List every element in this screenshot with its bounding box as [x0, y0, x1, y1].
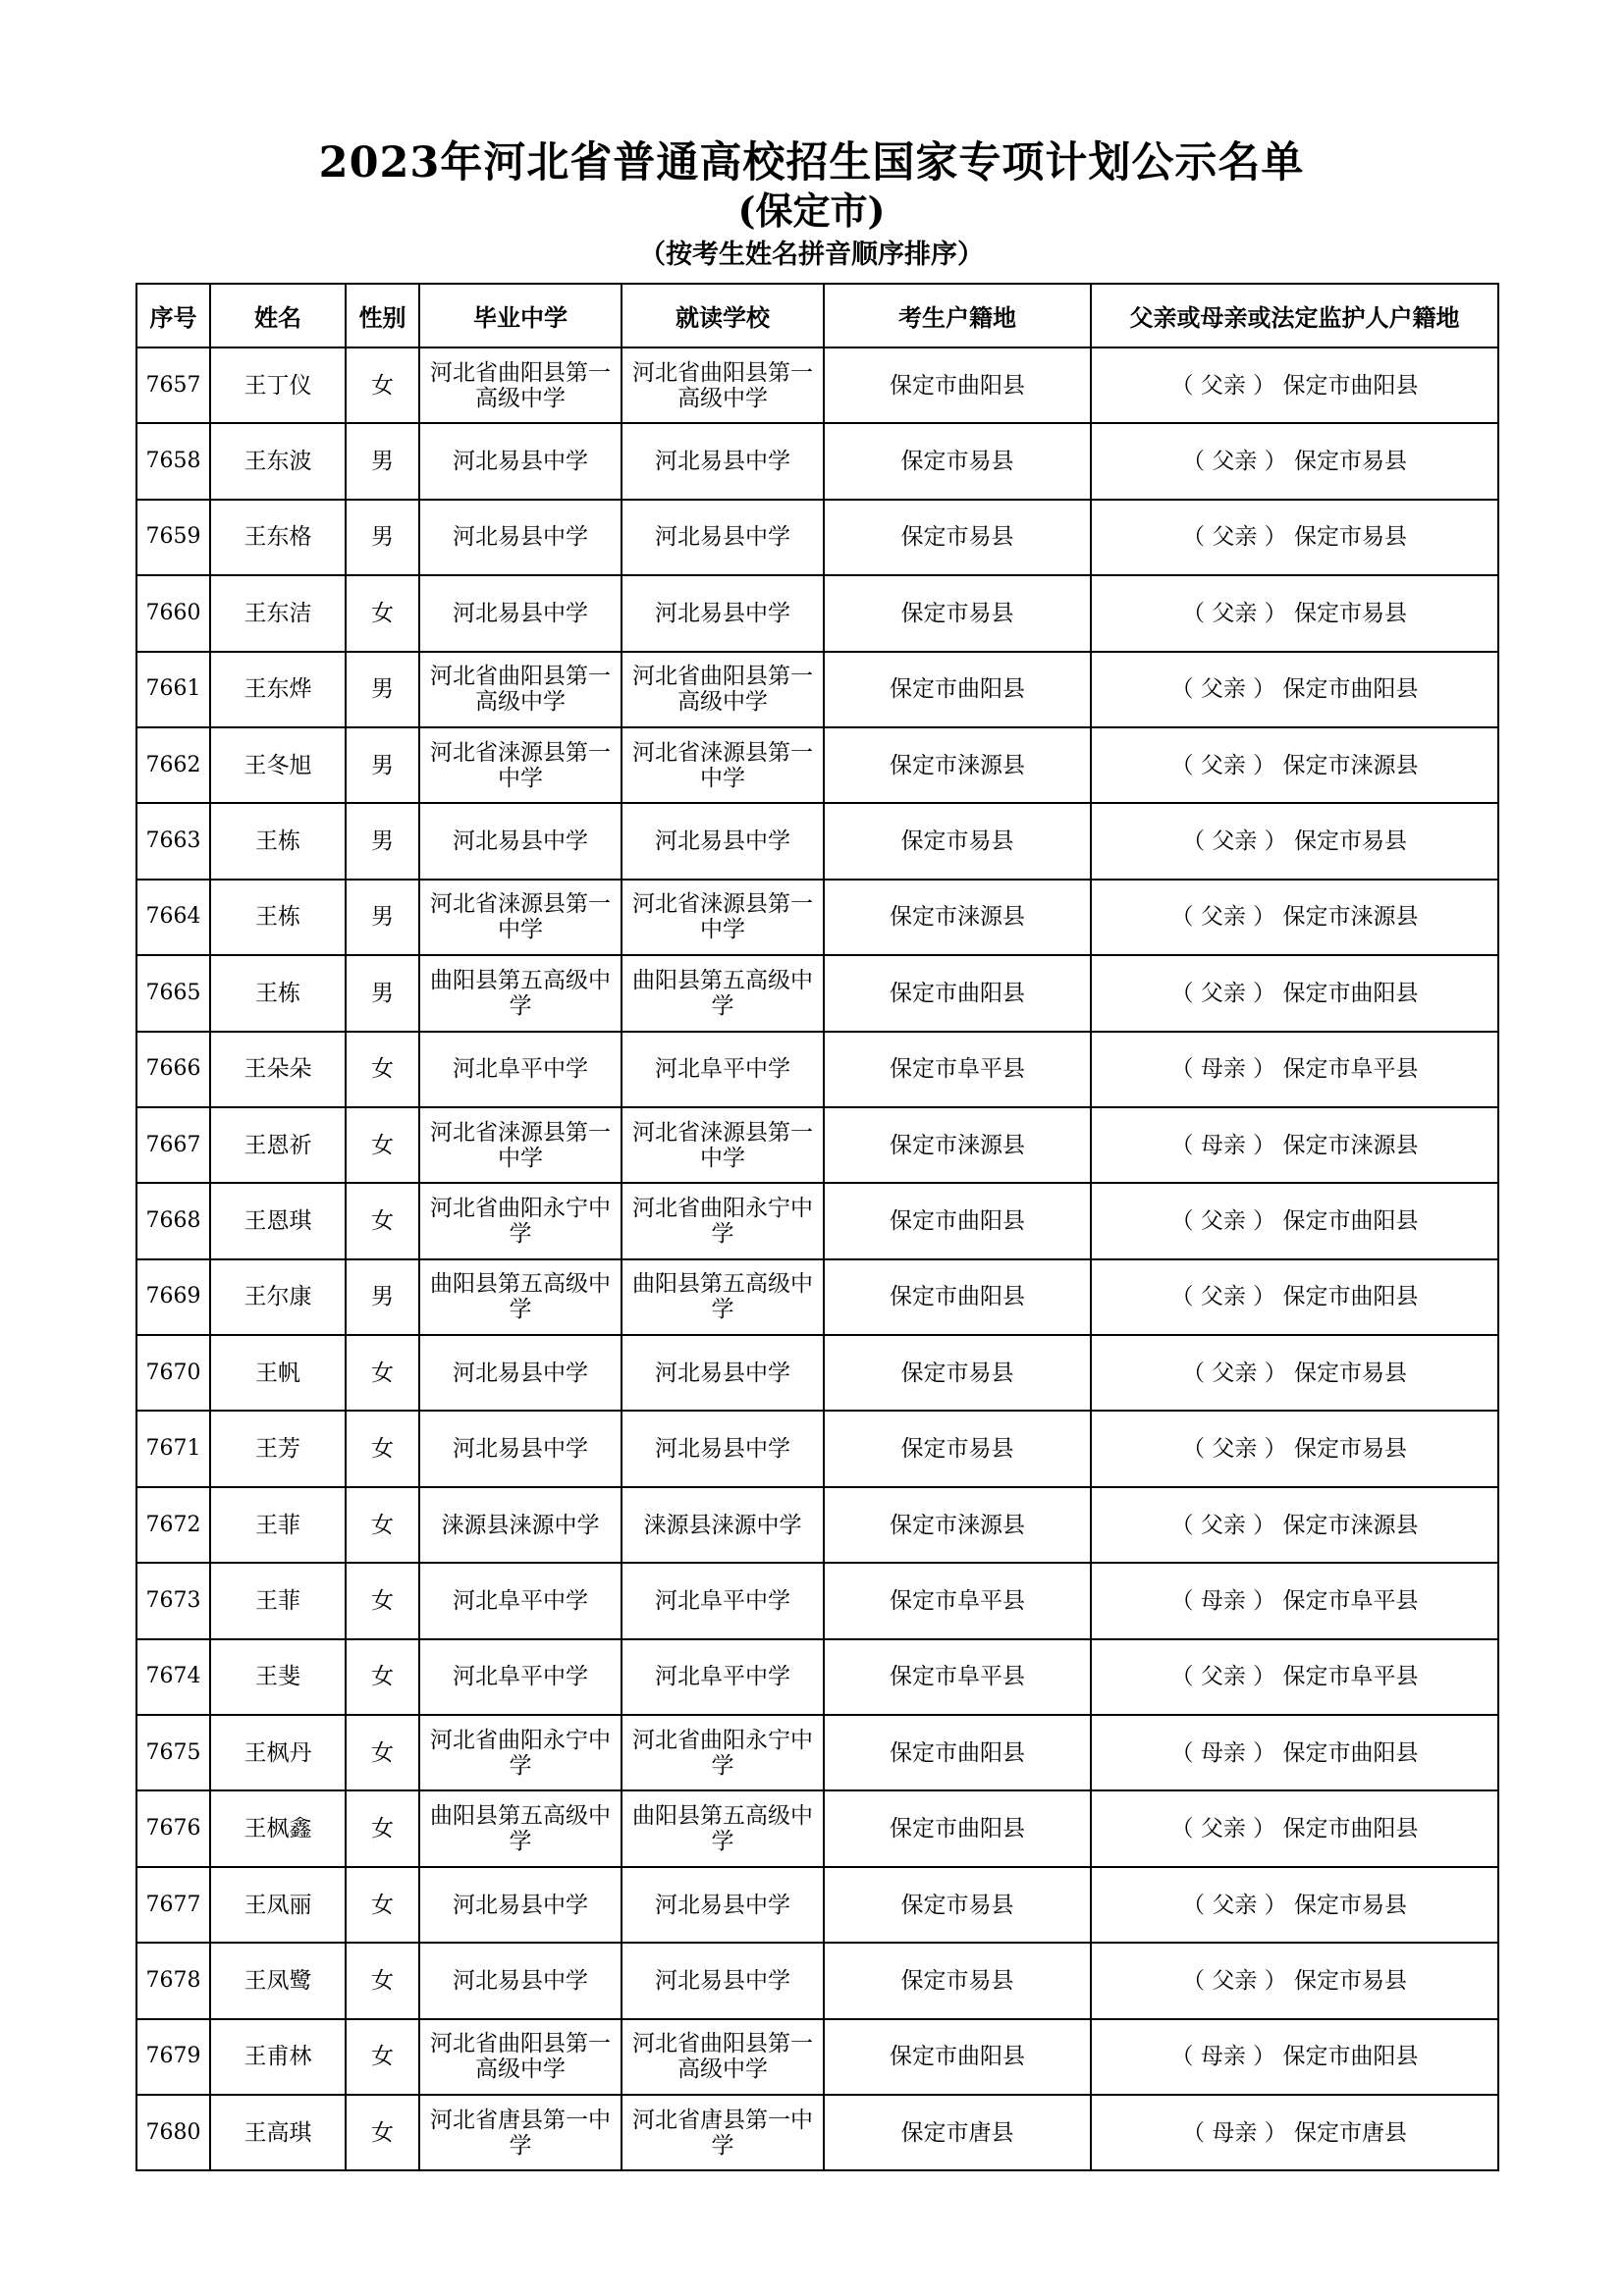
- cell-gender: 女: [346, 1790, 419, 1866]
- cell-grad-school: 河北省涞源县第一中学: [419, 880, 622, 955]
- cell-seq: 7667: [136, 1107, 210, 1183]
- cell-name: 王栋: [210, 803, 346, 879]
- cell-gender: 男: [346, 1259, 419, 1335]
- cell-name: 王栋: [210, 880, 346, 955]
- cell-guardian-residence: （ 父亲 ） 保定市易县: [1091, 1867, 1498, 1943]
- cell-residence: 保定市易县: [824, 803, 1091, 879]
- cell-seq: 7668: [136, 1183, 210, 1258]
- cell-residence: 保定市涞源县: [824, 880, 1091, 955]
- cell-gender: 女: [346, 1867, 419, 1943]
- cell-guardian-residence: （ 父亲 ） 保定市易县: [1091, 803, 1498, 879]
- cell-current-school: 涞源县涞源中学: [622, 1487, 824, 1563]
- cell-guardian-residence: （ 父亲 ） 保定市易县: [1091, 1411, 1498, 1486]
- cell-guardian-residence: （ 母亲 ） 保定市唐县: [1091, 2095, 1498, 2170]
- table-row: [136, 652, 1498, 727]
- cell-grad-school: 河北省涞源县第一中学: [419, 727, 622, 803]
- cell-residence: 保定市曲阳县: [824, 2019, 1091, 2095]
- cell-current-school: 河北易县中学: [622, 575, 824, 651]
- cell-grad-school: 曲阳县第五高级中学: [419, 955, 622, 1031]
- cell-gender: 男: [346, 423, 419, 499]
- sort-note: （按考生姓名拼音顺序排序）: [639, 240, 984, 270]
- cell-seq: 7675: [136, 1715, 210, 1790]
- cell-gender: 女: [346, 1943, 419, 2018]
- table-row: [136, 1563, 1498, 1638]
- student-list-table: [135, 283, 1499, 2171]
- cell-guardian-residence: （ 父亲 ） 保定市曲阳县: [1091, 955, 1498, 1031]
- table-row: [136, 1943, 1498, 2018]
- cell-grad-school: 河北易县中学: [419, 803, 622, 879]
- table-row: [136, 1867, 1498, 1943]
- cell-name: 王帆: [210, 1335, 346, 1411]
- table-row: [136, 880, 1498, 955]
- cell-current-school: 河北省曲阳县第一高级中学: [622, 652, 824, 727]
- cell-residence: 保定市曲阳县: [824, 1183, 1091, 1258]
- table-row: [136, 1259, 1498, 1335]
- cell-seq: 7666: [136, 1032, 210, 1107]
- cell-seq: 7662: [136, 727, 210, 803]
- cell-gender: 女: [346, 2019, 419, 2095]
- cell-seq: 7665: [136, 955, 210, 1031]
- cell-grad-school: 河北易县中学: [419, 575, 622, 651]
- cell-residence: 保定市易县: [824, 423, 1091, 499]
- cell-current-school: 河北阜平中学: [622, 1032, 824, 1107]
- cell-residence: 保定市曲阳县: [824, 1715, 1091, 1790]
- cell-guardian-residence: （ 父亲 ） 保定市曲阳县: [1091, 1183, 1498, 1258]
- cell-current-school: 河北省曲阳县第一高级中学: [622, 2019, 824, 2095]
- cell-name: 王东波: [210, 423, 346, 499]
- cell-seq: 7664: [136, 880, 210, 955]
- cell-name: 王高琪: [210, 2095, 346, 2170]
- cell-grad-school: 河北阜平中学: [419, 1032, 622, 1107]
- cell-residence: 保定市曲阳县: [824, 1259, 1091, 1335]
- table-row: [136, 955, 1498, 1031]
- cell-grad-school: 曲阳县第五高级中学: [419, 1790, 622, 1866]
- cell-residence: 保定市易县: [824, 1335, 1091, 1411]
- cell-gender: 女: [346, 1335, 419, 1411]
- cell-name: 王菲: [210, 1487, 346, 1563]
- cell-grad-school: 涞源县涞源中学: [419, 1487, 622, 1563]
- table-row: [136, 1032, 1498, 1107]
- table-body: [136, 347, 1498, 2170]
- cell-seq: 7670: [136, 1335, 210, 1411]
- cell-current-school: 河北易县中学: [622, 803, 824, 879]
- column-header: 就读学校: [622, 284, 824, 347]
- column-header: 考生户籍地: [824, 284, 1091, 347]
- column-header: 性别: [346, 284, 419, 347]
- cell-current-school: 河北易县中学: [622, 1867, 824, 1943]
- cell-gender: 女: [346, 1183, 419, 1258]
- cell-grad-school: 河北省涞源县第一中学: [419, 1107, 622, 1183]
- cell-name: 王枫丹: [210, 1715, 346, 1790]
- table-row: [136, 347, 1498, 423]
- cell-guardian-residence: （ 母亲 ） 保定市阜平县: [1091, 1563, 1498, 1638]
- cell-name: 王菲: [210, 1563, 346, 1638]
- cell-gender: 女: [346, 347, 419, 423]
- cell-seq: 7659: [136, 500, 210, 575]
- cell-seq: 7673: [136, 1563, 210, 1638]
- cell-gender: 女: [346, 1411, 419, 1486]
- cell-current-school: 河北易县中学: [622, 1335, 824, 1411]
- cell-residence: 保定市易县: [824, 1943, 1091, 2018]
- cell-grad-school: 河北省曲阳县第一高级中学: [419, 347, 622, 423]
- cell-gender: 男: [346, 652, 419, 727]
- cell-guardian-residence: （ 父亲 ） 保定市易县: [1091, 500, 1498, 575]
- column-header: 序号: [136, 284, 210, 347]
- cell-name: 王东洁: [210, 575, 346, 651]
- cell-name: 王尔康: [210, 1259, 346, 1335]
- cell-residence: 保定市易县: [824, 500, 1091, 575]
- cell-gender: 女: [346, 1563, 419, 1638]
- cell-guardian-residence: （ 母亲 ） 保定市曲阳县: [1091, 1715, 1498, 1790]
- cell-grad-school: 河北易县中学: [419, 1411, 622, 1486]
- cell-name: 王凤丽: [210, 1867, 346, 1943]
- cell-name: 王冬旭: [210, 727, 346, 803]
- cell-current-school: 河北阜平中学: [622, 1639, 824, 1715]
- cell-current-school: 河北易县中学: [622, 423, 824, 499]
- table-row: [136, 1183, 1498, 1258]
- table-row: [136, 1487, 1498, 1563]
- cell-residence: 保定市涞源县: [824, 1107, 1091, 1183]
- cell-residence: 保定市阜平县: [824, 1563, 1091, 1638]
- table-row: [136, 500, 1498, 575]
- cell-seq: 7674: [136, 1639, 210, 1715]
- cell-gender: 女: [346, 575, 419, 651]
- cell-current-school: 河北省曲阳永宁中学: [622, 1715, 824, 1790]
- document-subtitle: (保定市): [737, 188, 886, 233]
- cell-name: 王芳: [210, 1411, 346, 1486]
- table-row: [136, 803, 1498, 879]
- cell-seq: 7671: [136, 1411, 210, 1486]
- cell-seq: 7677: [136, 1867, 210, 1943]
- table-row: [136, 1107, 1498, 1183]
- cell-name: 王东格: [210, 500, 346, 575]
- cell-guardian-residence: （ 母亲 ） 保定市曲阳县: [1091, 2019, 1498, 2095]
- cell-name: 王斐: [210, 1639, 346, 1715]
- cell-name: 王甫林: [210, 2019, 346, 2095]
- cell-grad-school: 河北省唐县第一中学: [419, 2095, 622, 2170]
- cell-seq: 7679: [136, 2019, 210, 2095]
- cell-current-school: 河北易县中学: [622, 500, 824, 575]
- cell-gender: 男: [346, 803, 419, 879]
- cell-gender: 男: [346, 880, 419, 955]
- cell-grad-school: 河北阜平中学: [419, 1563, 622, 1638]
- cell-gender: 男: [346, 727, 419, 803]
- cell-current-school: 河北省曲阳县第一高级中学: [622, 347, 824, 423]
- table-row: [136, 727, 1498, 803]
- cell-residence: 保定市涞源县: [824, 727, 1091, 803]
- cell-seq: 7672: [136, 1487, 210, 1563]
- cell-residence: 保定市阜平县: [824, 1639, 1091, 1715]
- cell-gender: 女: [346, 1487, 419, 1563]
- cell-current-school: 河北省唐县第一中学: [622, 2095, 824, 2170]
- cell-gender: 男: [346, 500, 419, 575]
- cell-grad-school: 河北省曲阳县第一高级中学: [419, 2019, 622, 2095]
- cell-residence: 保定市涞源县: [824, 1487, 1091, 1563]
- cell-grad-school: 河北易县中学: [419, 500, 622, 575]
- cell-gender: 女: [346, 1107, 419, 1183]
- cell-current-school: 河北易县中学: [622, 1411, 824, 1486]
- cell-name: 王丁仪: [210, 347, 346, 423]
- cell-guardian-residence: （ 父亲 ） 保定市阜平县: [1091, 1639, 1498, 1715]
- table-row: [136, 1715, 1498, 1790]
- cell-residence: 保定市易县: [824, 1867, 1091, 1943]
- cell-residence: 保定市唐县: [824, 2095, 1091, 2170]
- cell-gender: 女: [346, 1715, 419, 1790]
- cell-name: 王恩琪: [210, 1183, 346, 1258]
- column-header: 毕业中学: [419, 284, 622, 347]
- cell-current-school: 曲阳县第五高级中学: [622, 955, 824, 1031]
- cell-residence: 保定市曲阳县: [824, 1790, 1091, 1866]
- cell-seq: 7661: [136, 652, 210, 727]
- cell-current-school: 曲阳县第五高级中学: [622, 1259, 824, 1335]
- cell-gender: 女: [346, 2095, 419, 2170]
- column-header: 姓名: [210, 284, 346, 347]
- cell-grad-school: 河北省曲阳永宁中学: [419, 1715, 622, 1790]
- cell-guardian-residence: （ 父亲 ） 保定市易县: [1091, 1943, 1498, 2018]
- cell-seq: 7658: [136, 423, 210, 499]
- cell-guardian-residence: （ 父亲 ） 保定市易县: [1091, 1335, 1498, 1411]
- cell-current-school: 河北易县中学: [622, 1943, 824, 2018]
- cell-gender: 女: [346, 1639, 419, 1715]
- cell-guardian-residence: （ 父亲 ） 保定市曲阳县: [1091, 652, 1498, 727]
- cell-seq: 7660: [136, 575, 210, 651]
- cell-grad-school: 河北阜平中学: [419, 1639, 622, 1715]
- table-row: [136, 2019, 1498, 2095]
- cell-residence: 保定市阜平县: [824, 1032, 1091, 1107]
- cell-seq: 7663: [136, 803, 210, 879]
- cell-residence: 保定市曲阳县: [824, 955, 1091, 1031]
- cell-seq: 7676: [136, 1790, 210, 1866]
- cell-grad-school: 河北易县中学: [419, 1335, 622, 1411]
- column-header: 父亲或母亲或法定监护人户籍地: [1091, 284, 1498, 347]
- cell-guardian-residence: （ 母亲 ） 保定市阜平县: [1091, 1032, 1498, 1107]
- cell-residence: 保定市曲阳县: [824, 347, 1091, 423]
- cell-guardian-residence: （ 父亲 ） 保定市涞源县: [1091, 727, 1498, 803]
- cell-guardian-residence: （ 父亲 ） 保定市易县: [1091, 423, 1498, 499]
- cell-grad-school: 曲阳县第五高级中学: [419, 1259, 622, 1335]
- cell-guardian-residence: （ 母亲 ） 保定市涞源县: [1091, 1107, 1498, 1183]
- cell-current-school: 河北省涞源县第一中学: [622, 1107, 824, 1183]
- cell-guardian-residence: （ 父亲 ） 保定市曲阳县: [1091, 1259, 1498, 1335]
- table-row: [136, 1335, 1498, 1411]
- table-row: [136, 1411, 1498, 1486]
- cell-grad-school: 河北易县中学: [419, 1943, 622, 2018]
- cell-name: 王朵朵: [210, 1032, 346, 1107]
- cell-seq: 7678: [136, 1943, 210, 2018]
- cell-gender: 男: [346, 955, 419, 1031]
- cell-guardian-residence: （ 父亲 ） 保定市涞源县: [1091, 1487, 1498, 1563]
- table-row: [136, 1639, 1498, 1715]
- cell-name: 王东烨: [210, 652, 346, 727]
- table-row: [136, 2095, 1498, 2170]
- document-title: 2023年河北省普通高校招生国家专项计划公示名单: [318, 138, 1305, 187]
- cell-guardian-residence: （ 父亲 ） 保定市易县: [1091, 575, 1498, 651]
- cell-grad-school: 河北易县中学: [419, 1867, 622, 1943]
- cell-name: 王枫鑫: [210, 1790, 346, 1866]
- table-row: [136, 423, 1498, 499]
- cell-current-school: 曲阳县第五高级中学: [622, 1790, 824, 1866]
- table-row: [136, 575, 1498, 651]
- cell-current-school: 河北省涞源县第一中学: [622, 727, 824, 803]
- cell-current-school: 河北阜平中学: [622, 1563, 824, 1638]
- table-row: [136, 1790, 1498, 1866]
- cell-grad-school: 河北易县中学: [419, 423, 622, 499]
- cell-residence: 保定市易县: [824, 575, 1091, 651]
- cell-residence: 保定市曲阳县: [824, 652, 1091, 727]
- cell-grad-school: 河北省曲阳县第一高级中学: [419, 652, 622, 727]
- cell-seq: 7669: [136, 1259, 210, 1335]
- cell-current-school: 河北省涞源县第一中学: [622, 880, 824, 955]
- cell-name: 王恩祈: [210, 1107, 346, 1183]
- cell-grad-school: 河北省曲阳永宁中学: [419, 1183, 622, 1258]
- cell-guardian-residence: （ 父亲 ） 保定市涞源县: [1091, 880, 1498, 955]
- cell-current-school: 河北省曲阳永宁中学: [622, 1183, 824, 1258]
- cell-gender: 女: [346, 1032, 419, 1107]
- cell-name: 王凤鹭: [210, 1943, 346, 2018]
- cell-seq: 7657: [136, 347, 210, 423]
- cell-name: 王栋: [210, 955, 346, 1031]
- cell-guardian-residence: （ 父亲 ） 保定市曲阳县: [1091, 347, 1498, 423]
- cell-residence: 保定市易县: [824, 1411, 1091, 1486]
- table-header-row: [136, 284, 1498, 347]
- cell-guardian-residence: （ 父亲 ） 保定市曲阳县: [1091, 1790, 1498, 1866]
- cell-seq: 7680: [136, 2095, 210, 2170]
